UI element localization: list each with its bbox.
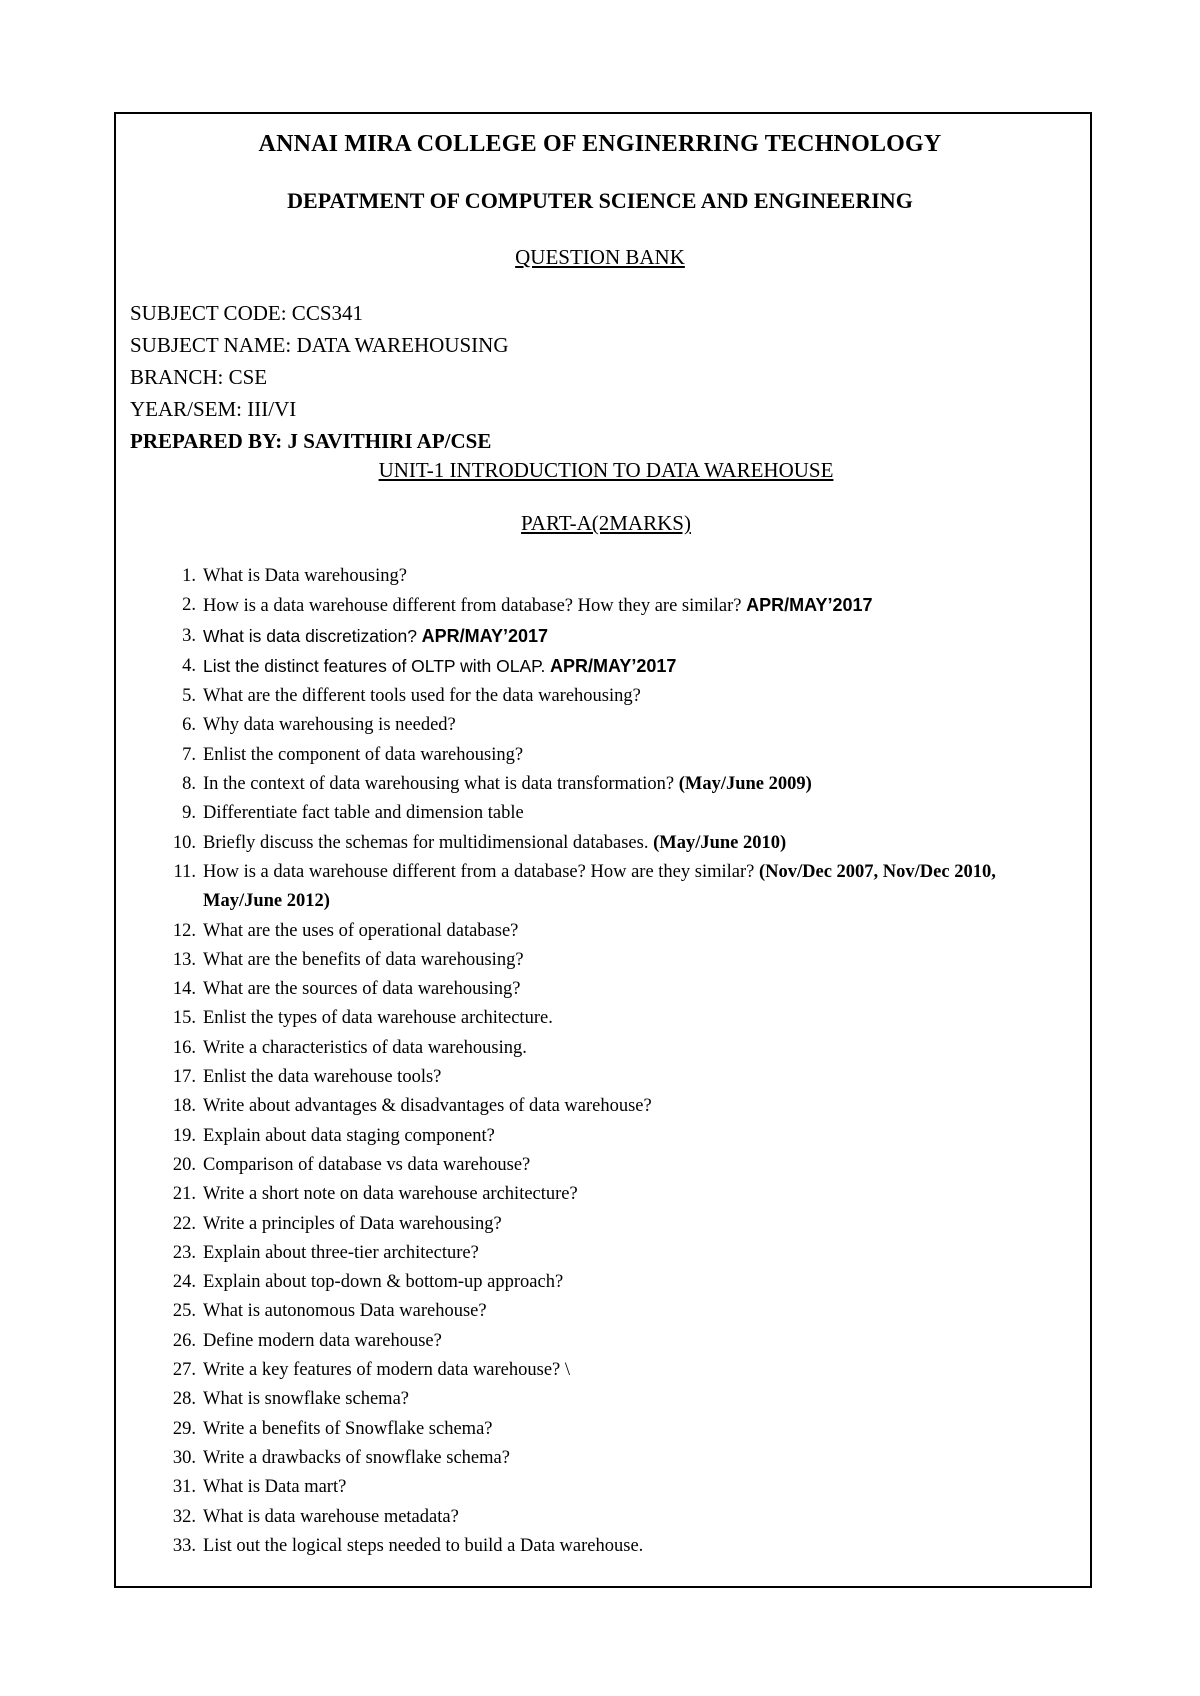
exam-reference: (May/June 2010): [653, 832, 787, 853]
question-item: [150, 917, 1050, 946]
question-number: 20.: [172, 1154, 196, 1175]
question-number: 32.: [172, 1506, 196, 1527]
exam-reference: APR/MAY’2017: [746, 595, 873, 616]
exam-reference: (Nov/Dec 2007, Nov/Dec 2010, May/June 2012): [203, 861, 996, 912]
branch: BRANCH: CSE: [130, 365, 268, 389]
question-text: Enlist the types of data warehouse architecture.: [203, 1008, 553, 1029]
question-text: In the context of data warehousing what is data transformation?: [203, 774, 675, 795]
question-number: 24.: [172, 1272, 196, 1293]
question-item: [150, 1063, 1050, 1092]
question-number: 12.: [172, 920, 196, 941]
question-item: [150, 1356, 1050, 1385]
question-text: Write a drawbacks of snowflake schema?: [203, 1447, 510, 1468]
question-item: [150, 1444, 1050, 1473]
question-number: 10.: [172, 832, 196, 853]
question-item: [150, 1210, 1050, 1239]
question-number: 1.: [182, 566, 196, 586]
question-text: What are the benefits of data warehousing?: [203, 949, 524, 970]
question-text: Write a benefits of Snowflake schema?: [203, 1418, 493, 1439]
question-item: [150, 1532, 1050, 1561]
question-number: 33.: [172, 1535, 196, 1556]
question-text: What are the sources of data warehousing?: [203, 979, 521, 1000]
question-text: List out the logical steps needed to build a Data warehouse.: [203, 1535, 644, 1556]
question-number: 15.: [172, 1008, 196, 1029]
subject-code: SUBJECT CODE: CCS341: [130, 301, 363, 325]
question-item: [150, 652, 1050, 682]
subject-meta: [130, 297, 509, 457]
question-item: [150, 1092, 1050, 1121]
question-number: 11.: [173, 861, 196, 882]
question-item: [150, 1385, 1050, 1414]
question-number: 14.: [172, 979, 196, 1000]
question-text: What is data discretization?: [203, 625, 417, 646]
question-number: 29.: [172, 1418, 196, 1439]
question-text: Write a principles of Data warehousing?: [203, 1213, 502, 1234]
question-item: [150, 1268, 1050, 1297]
question-text: What is autonomous Data warehouse?: [203, 1301, 487, 1322]
question-number: 27.: [172, 1360, 196, 1381]
question-item: [150, 829, 1050, 858]
question-item: [150, 622, 1050, 652]
question-item: [150, 1239, 1050, 1268]
question-number: 6.: [182, 715, 196, 736]
question-number: 13.: [172, 949, 196, 970]
question-item: [150, 711, 1050, 740]
question-number: 23.: [172, 1242, 196, 1263]
question-number: 4.: [182, 655, 196, 676]
question-number: 22.: [172, 1213, 196, 1234]
subject-name: SUBJECT NAME: DATA WAREHOUSING: [130, 333, 509, 357]
question-text: How is a data warehouse different from database? How they are similar?: [203, 596, 742, 617]
question-number: 21.: [172, 1184, 196, 1205]
question-text: What is Data warehousing?: [203, 566, 407, 586]
question-text: How is a data warehouse different from a database? How are they similar?: [203, 861, 755, 882]
question-item: [150, 1415, 1050, 1444]
question-text: Enlist the component of data warehousing?: [203, 744, 524, 765]
question-item: [150, 562, 1050, 591]
prepared-by: PREPARED BY: J SAVITHIRI AP/CSE: [130, 429, 492, 453]
question-number: 16.: [172, 1037, 196, 1058]
question-item: [150, 741, 1050, 770]
question-text: Explain about three-tier architecture?: [203, 1242, 479, 1263]
question-text: Write about advantages & disadvantages of data warehouse?: [203, 1096, 652, 1117]
question-item: [150, 1034, 1050, 1063]
question-item: [150, 682, 1050, 711]
question-item: [150, 946, 1050, 975]
exam-reference: (May/June 2009): [678, 774, 812, 795]
question-item: [150, 1180, 1050, 1209]
question-item: [150, 1473, 1050, 1502]
question-text: Write a short note on data warehouse architecture?: [203, 1184, 578, 1205]
question-text: List the distinct features of OLTP with OLAP.: [203, 655, 546, 676]
question-text: What are the uses of operational database?: [203, 920, 519, 941]
question-number: 5.: [182, 686, 196, 707]
year-sem: YEAR/SEM: III/VI: [130, 397, 297, 421]
question-text: Explain about top-down & bottom-up approach?: [203, 1272, 564, 1293]
part-title: PART-A(2MARKS): [521, 511, 691, 535]
department-name: DEPATMENT OF COMPUTER SCIENCE AND ENGINEERING: [287, 188, 913, 213]
question-text: Write a characteristics of data warehousing.: [203, 1037, 527, 1058]
question-number: 28.: [172, 1389, 196, 1410]
question-text: Write a key features of modern data warehouse? \: [203, 1360, 571, 1381]
question-text: Explain about data staging component?: [203, 1125, 495, 1146]
question-number: 18.: [172, 1096, 196, 1117]
question-item: [150, 1503, 1050, 1532]
question-number: 30.: [172, 1447, 196, 1468]
question-item: [150, 1122, 1050, 1151]
question-number: 8.: [182, 774, 196, 795]
college-name: ANNAI MIRA COLLEGE OF ENGINERRING TECHNOLOGY: [258, 131, 942, 157]
exam-reference: APR/MAY’2017: [421, 625, 549, 646]
question-number: 3.: [182, 625, 196, 646]
question-text: What is Data mart?: [203, 1477, 347, 1498]
question-item: [150, 1004, 1050, 1033]
document-title: QUESTION BANK: [515, 245, 685, 269]
question-text: Define modern data warehouse?: [203, 1330, 442, 1351]
question-list: [150, 562, 1050, 1561]
question-text: Differentiate fact table and dimension table: [203, 803, 524, 824]
question-text: What is snowflake schema?: [203, 1389, 409, 1410]
question-text: Enlist the data warehouse tools?: [203, 1067, 442, 1088]
question-item: [150, 1151, 1050, 1180]
question-number: 31.: [172, 1477, 196, 1498]
question-item: [150, 975, 1050, 1004]
question-item: [150, 770, 1050, 799]
question-text: Why data warehousing is needed?: [203, 715, 456, 736]
question-number: 9.: [182, 803, 196, 824]
question-text: What are the different tools used for the data warehousing?: [203, 686, 641, 707]
question-text: What is data warehouse metadata?: [203, 1506, 459, 1527]
question-item: [150, 1327, 1050, 1356]
question-item: [150, 591, 1050, 621]
question-item: [150, 799, 1050, 828]
exam-reference: APR/MAY’2017: [550, 655, 677, 676]
question-text: Comparison of database vs data warehouse?: [203, 1154, 531, 1175]
question-text: Briefly discuss the schemas for multidimensional databases.: [203, 832, 649, 853]
question-item: [150, 858, 1050, 917]
question-number: 19.: [172, 1125, 196, 1146]
question-number: 2.: [182, 595, 196, 616]
unit-title: UNIT-1 INTRODUCTION TO DATA WAREHOUSE: [378, 458, 834, 482]
question-number: 7.: [182, 744, 196, 765]
question-number: 25.: [172, 1301, 196, 1322]
question-number: 26.: [172, 1330, 196, 1351]
question-number: 17.: [172, 1067, 196, 1088]
question-item: [150, 1297, 1050, 1326]
